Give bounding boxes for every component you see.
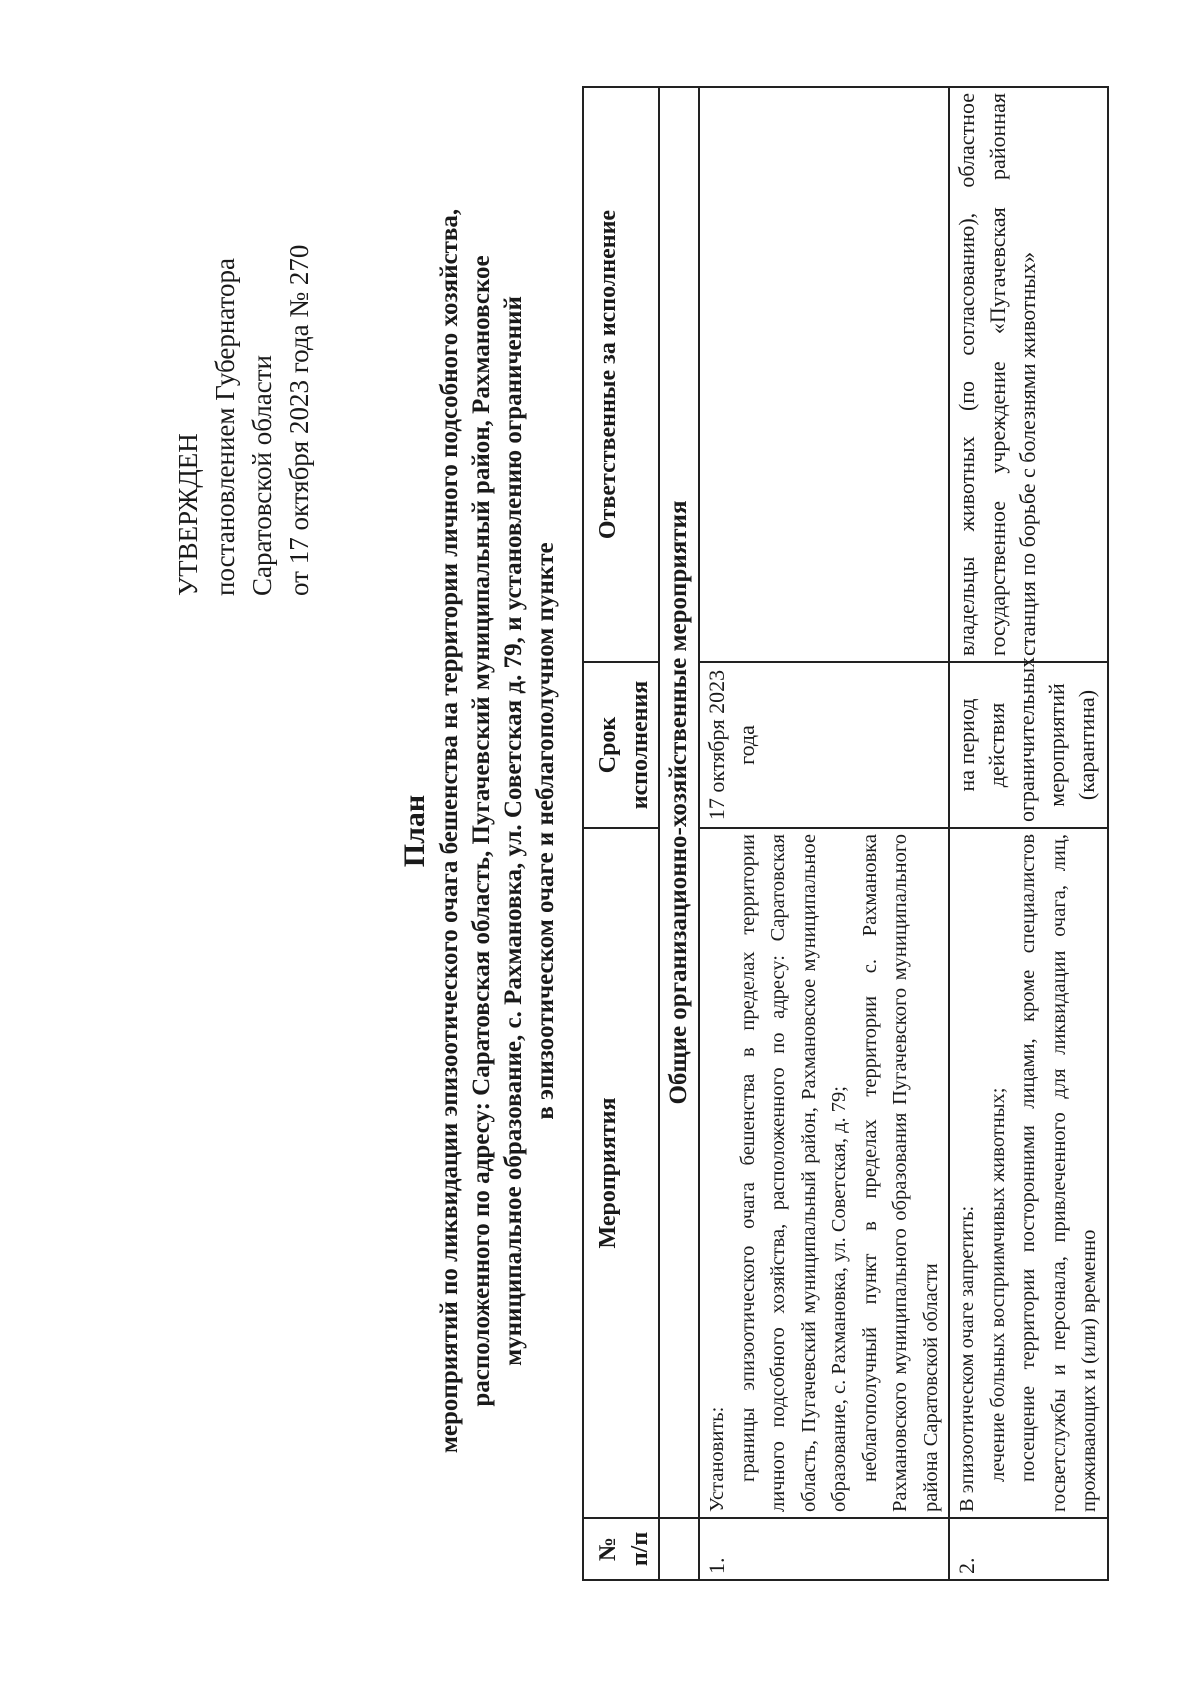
- row-1-activity-line-3: неблагополучный пункт в пределах территории с. Рахмановка Рахмановского муниципального образования Пугачевского муниципального района Саратовской области: [858, 834, 942, 1512]
- table-header-row: [583, 87, 659, 1580]
- section-num-cell: [659, 1518, 699, 1580]
- plan-table: [582, 86, 1109, 1581]
- header-activity: Мероприятия: [583, 828, 659, 1518]
- header-num: № п/п: [583, 1518, 659, 1580]
- header-term: Срок исполнения: [583, 662, 659, 828]
- approval-line-1: УТВЕРЖДЕН: [173, 433, 203, 596]
- approval-stamp: [170, 116, 318, 596]
- row-1-term: 17 октября 2023 года: [699, 662, 949, 828]
- row-2-activity-line-3: посещение территории посторонними лицами, кроме специалистов госветслужбы и персонала, привлеченного для ликвидации очага, лиц, проживающих и (или) временно: [1017, 834, 1100, 1512]
- header-responsible: Ответственные за исполнение: [583, 87, 659, 662]
- table-row: [699, 87, 949, 1580]
- row-2-responsible: владельцы животных (по согласованию), областное государственное учреждение «Пугачевская районная станция по борьбе с болезнями животных»: [949, 87, 1108, 662]
- section-row: [659, 87, 699, 1580]
- title-word: План: [398, 794, 431, 868]
- approval-line-3: Саратовской области: [247, 355, 277, 596]
- row-1-responsible: [699, 87, 949, 662]
- row-2-activity: [949, 828, 1108, 1518]
- approval-line-4: от 17 октября 2023 года № 270: [284, 244, 314, 596]
- document-title: [396, 66, 562, 1596]
- row-2-term: на период действия ограничительных мероприятий (карантина): [949, 662, 1108, 828]
- title-line-2: расположенного по адресу: Саратовская область, Пугачевский муниципальный район, Рахмановское: [468, 255, 495, 1407]
- row-1-activity: [699, 828, 949, 1518]
- table-row: [949, 87, 1108, 1580]
- row-2-activity-line-2: лечение больных восприимчивых животных;: [986, 1087, 1009, 1482]
- row-1-activity-line-2: границы эпизоотического очага бешенства в пределах территории личного подсобного хозяйства, расположенного по адресу: Саратовская область, Пугачевский муниципальный район, Рахмановское муниципальное образование, с. Рахмановка, ул. Советская, д. 79;: [736, 834, 850, 1512]
- rotated-sheet: [60, 46, 1100, 1626]
- title-line-4: в эпизоотическом очаге и неблагополучном пункте: [532, 542, 559, 1120]
- row-1-num: 1.: [699, 1518, 949, 1580]
- row-2-activity-line-1: В эпизоотическом очаге запретить:: [956, 1205, 978, 1512]
- title-line-1: мероприятий по ликвидации эпизоотического очага бешенства на территории личного подсобного хозяйства,: [436, 208, 463, 1454]
- section-title: Общие организационно-хозяйственные мероприятия: [659, 87, 699, 1518]
- row-1-activity-line-1: Установить:: [706, 1406, 728, 1512]
- title-line-3: муниципальное образование, с. Рахмановка, ул. Советская д. 79, и установлению ограничений: [500, 296, 527, 1366]
- approval-line-2: постановлением Губернатора: [210, 258, 240, 596]
- row-2-num: 2.: [949, 1518, 1108, 1580]
